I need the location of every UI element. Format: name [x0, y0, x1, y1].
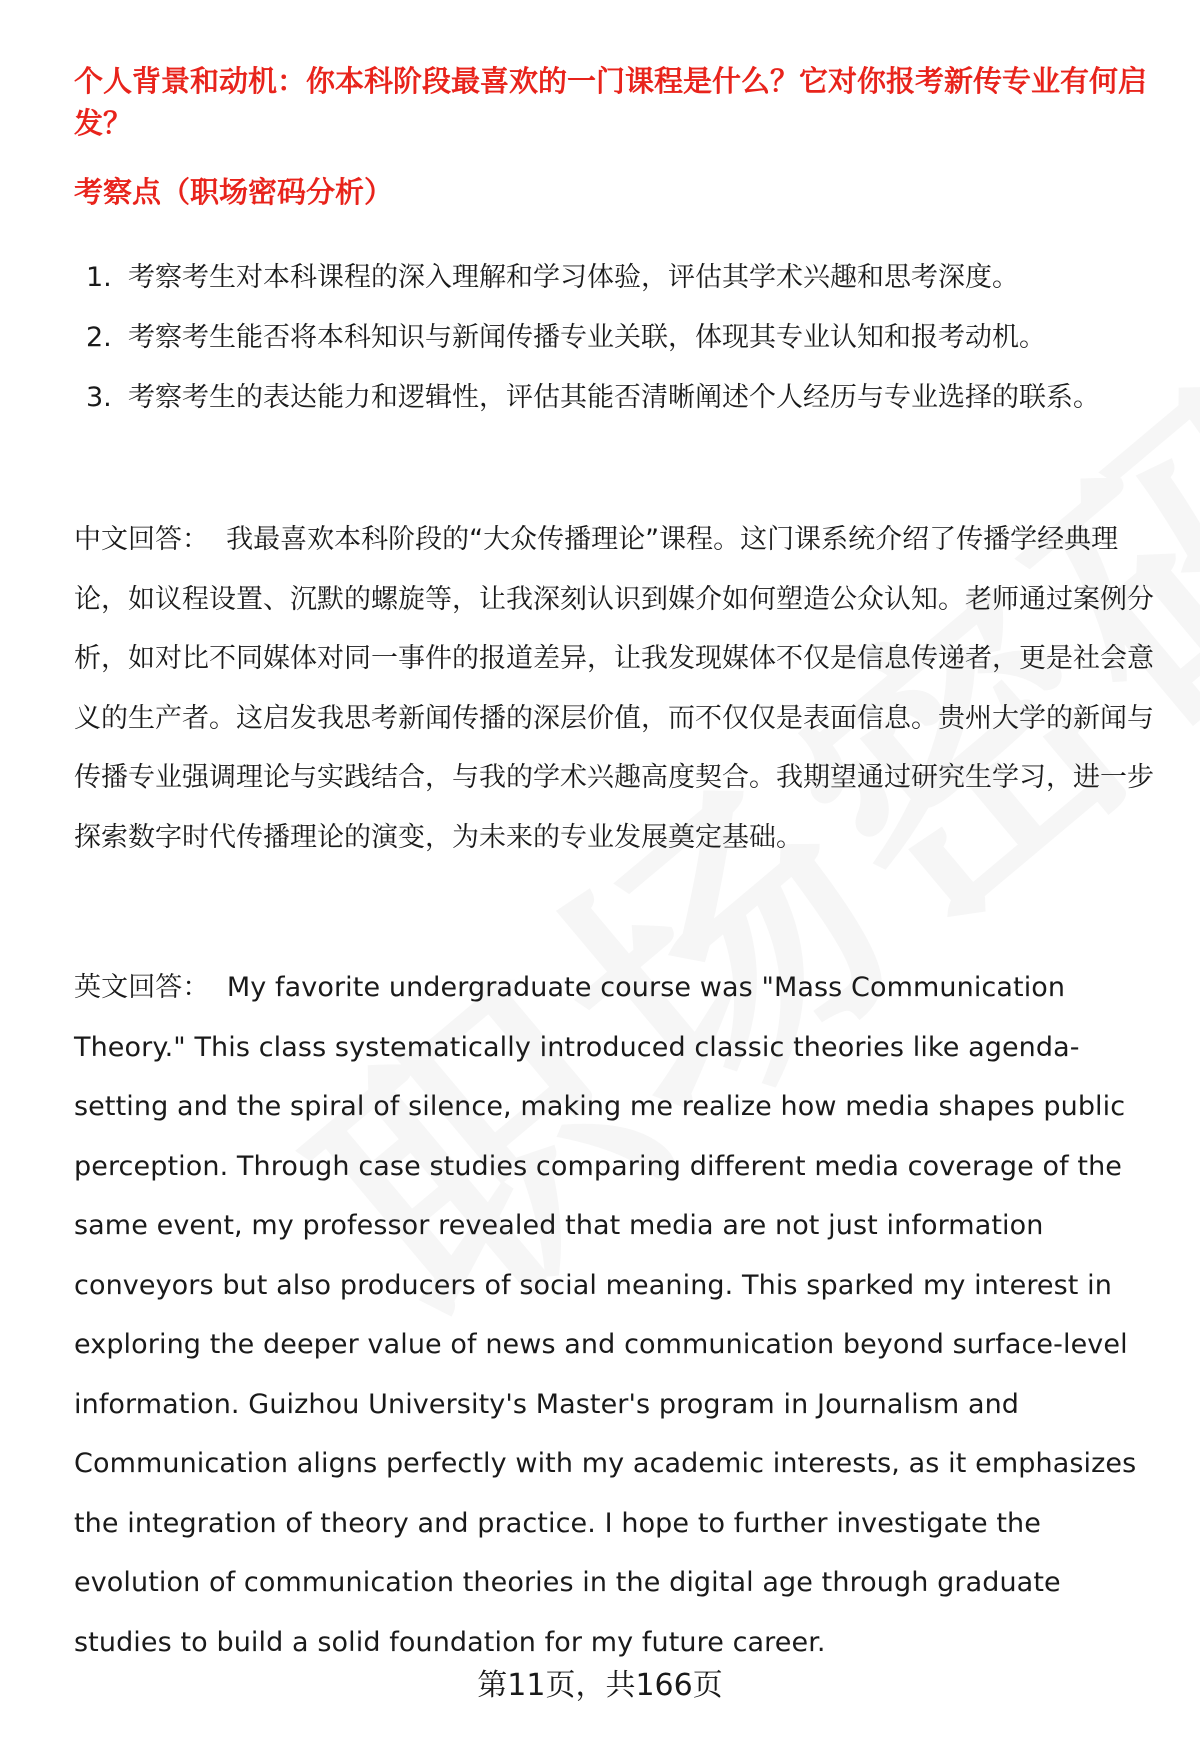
assessment-points-list [74, 248, 1154, 428]
english-answer-label: 英文回答： [74, 972, 210, 1003]
assessment-heading: 考察点（职场密码分析） [74, 175, 394, 209]
english-answer [74, 958, 1154, 1672]
english-answer-text: My favorite undergraduate course was "Mass Communication Theory." This class systematically introduced classic theories like agenda-setting and the spiral of silence, making me realize how media shapes public perception. Through case studies comparing different media coverage of the same event, my professor revealed that media are not just information conveyors but also producers of social meaning. This sparked my interest in exploring the deeper value of news and communication beyond surface-level information. Guizhou University's Master's program in Journalism and Communication aligns perfectly with my academic interests, as it emphasizes the integration of theory and practice. I hope to further investigate the evolution of communication theories in the digital age through graduate studies to build a solid foundation for my future career. [74, 972, 1137, 1658]
assessment-point [74, 308, 1154, 368]
question-title: 个人背景和动机：你本科阶段最喜欢的一门课程是什么？它对你报考新传专业有何启发？ [74, 64, 1148, 140]
chinese-answer-text: 我最喜欢本科阶段的“大众传播理论”课程。这门课系统介绍了传播学经典理论，如议程设置、沉默的螺旋等，让我深刻认识到媒介如何塑造公众认知。老师通过案例分析，如对比不同媒体对同一事件的报道差异，让我发现媒体不仅是信息传递者，更是社会意义的生产者。这启发我思考新闻传播的深层价值，而不仅仅是表面信息。贵州大学的新闻与传播专业强调理论与实践结合，与我的学术兴趣高度契合。我期望通过研究生学习，进一步探索数字时代传播理论的演变，为未来的专业发展奠定基础。 [74, 524, 1154, 853]
chinese-answer-label: 中文回答： [74, 524, 209, 555]
assessment-point [74, 368, 1154, 428]
point-number: 1. [86, 262, 112, 293]
assessment-point [74, 248, 1154, 308]
point-text: 考察考生的表达能力和逻辑性，评估其能否清晰阐述个人经历与专业选择的联系。 [128, 382, 1100, 413]
chinese-answer [74, 510, 1154, 867]
point-number: 3. [86, 382, 112, 413]
point-number: 2. [86, 322, 112, 353]
point-text: 考察考生能否将本科知识与新闻传播专业关联，体现其专业认知和报考动机。 [128, 322, 1046, 353]
page-number-footer: 第11页，共166页 [477, 1668, 723, 1703]
point-text: 考察考生对本科课程的深入理解和学习体验，评估其学术兴趣和思考深度。 [128, 262, 1019, 293]
